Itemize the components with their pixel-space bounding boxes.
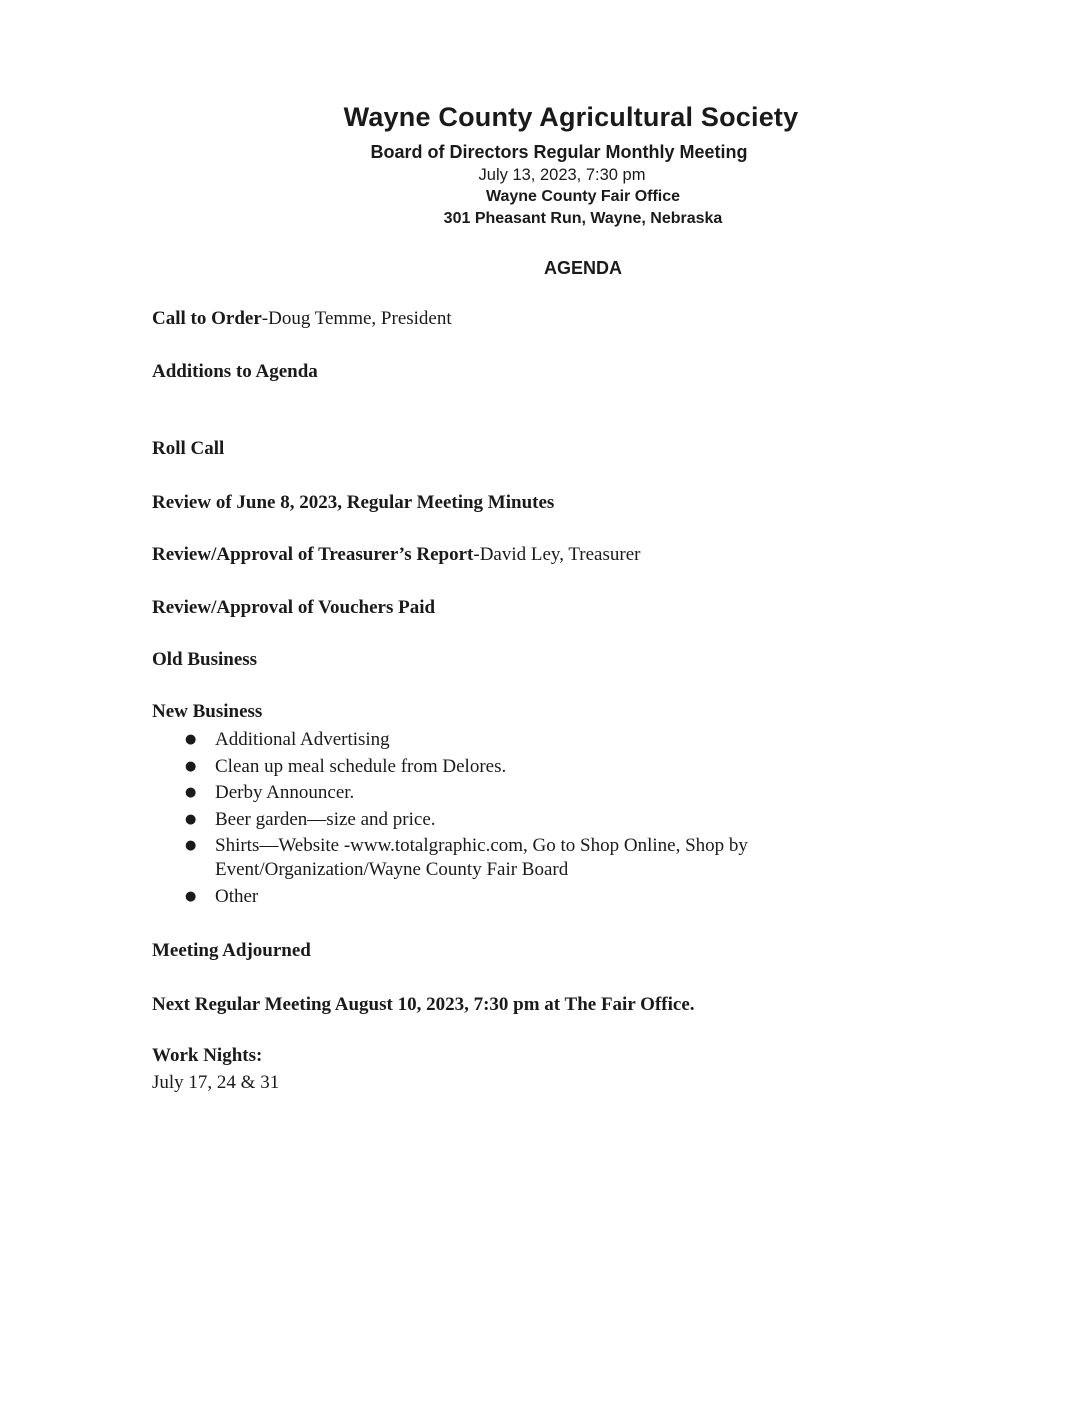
agenda-item-old-business: Old Business bbox=[152, 649, 258, 670]
meeting-subtitle: Board of Directors Regular Monthly Meeting bbox=[370, 142, 748, 162]
new-business-list bbox=[152, 728, 912, 911]
bullet-icon: ● bbox=[185, 758, 197, 774]
agenda-item-vouchers: Review/Approval of Vouchers Paid bbox=[152, 597, 436, 618]
meeting-location: Wayne County Fair Office bbox=[485, 188, 681, 205]
agenda-item-review-minutes: Review of June 8, 2023, Regular Meeting Minutes bbox=[152, 492, 555, 513]
list-item: ● Shirts—Website -www.totalgraphic.com, Go to Shop Online, Shop by Event/Organization/Wayne County Fair Board bbox=[185, 835, 748, 880]
bullet-icon: ● bbox=[185, 811, 197, 827]
agenda-item-call-to-order bbox=[152, 308, 452, 330]
agenda-item-adjourned: Meeting Adjourned bbox=[152, 940, 311, 961]
meeting-address: 301 Pheasant Run, Wayne, Nebraska bbox=[443, 210, 723, 227]
list-item: ● Additional Advertising bbox=[185, 729, 390, 750]
list-item: ● Clean up meal schedule from Delores. bbox=[185, 755, 507, 777]
agenda-item-next-meeting: Next Regular Meeting August 10, 2023, 7:30 pm at The Fair Office. bbox=[152, 994, 695, 1015]
agenda-item-new-business: New Business bbox=[152, 701, 263, 722]
call-to-order-detail: -Doug Temme, President bbox=[261, 308, 452, 329]
bullet-icon: ● bbox=[185, 838, 197, 853]
bullet-icon: ● bbox=[185, 888, 197, 904]
agenda-item-roll-call: Roll Call bbox=[152, 438, 225, 459]
bullet-icon: ● bbox=[185, 732, 197, 747]
work-nights-dates: July 17, 24 & 31 bbox=[152, 1072, 280, 1093]
organization-title: Wayne County Agricultural Society bbox=[343, 102, 799, 132]
treasurer-report-label: Review/Approval of Treasurer’s Report bbox=[152, 544, 474, 565]
list-item: ● Derby Announcer. bbox=[185, 782, 355, 803]
call-to-order-label: Call to Order bbox=[152, 308, 262, 329]
meeting-date: July 13, 2023, 7:30 pm bbox=[478, 166, 646, 184]
agenda-item-treasurer-report bbox=[152, 544, 640, 566]
agenda-item-additions: Additions to Agenda bbox=[152, 361, 318, 382]
treasurer-report-detail: -David Ley, Treasurer bbox=[473, 544, 641, 565]
list-item: ● Beer garden—size and price. bbox=[185, 808, 436, 830]
agenda-heading: AGENDA bbox=[543, 258, 622, 278]
bullet-icon: ● bbox=[185, 785, 197, 800]
work-nights-label: Work Nights: bbox=[152, 1045, 263, 1066]
list-item: ● Other bbox=[185, 885, 259, 907]
